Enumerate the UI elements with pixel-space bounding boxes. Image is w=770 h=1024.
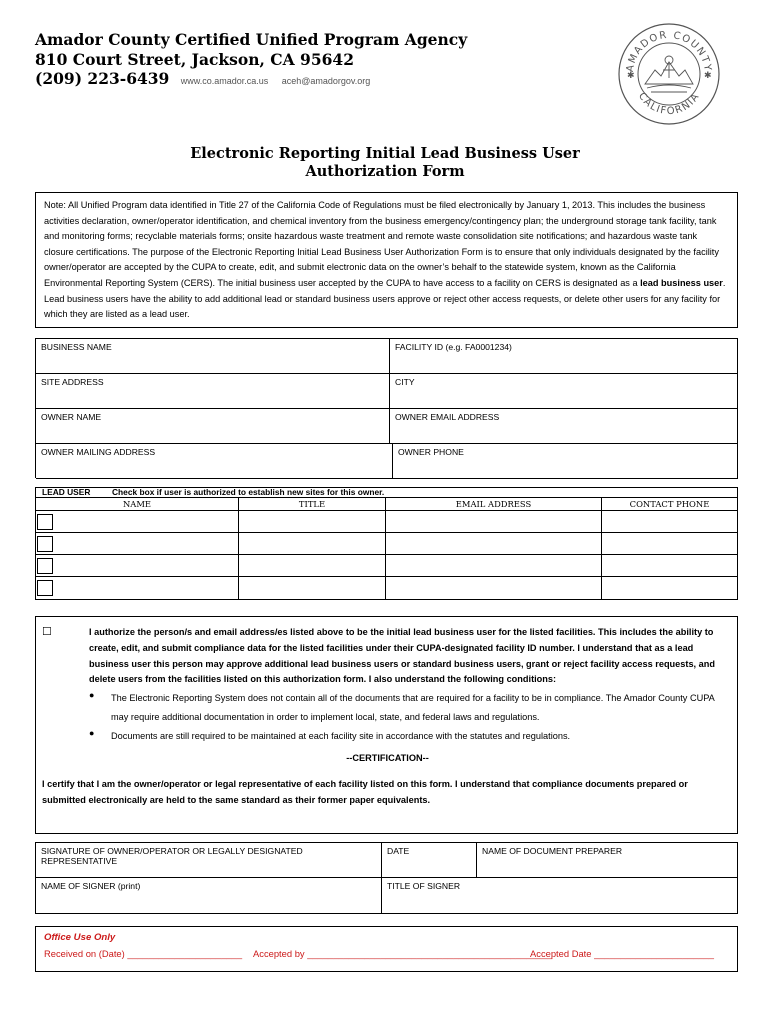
column-header-row bbox=[35, 497, 738, 511]
signer-name-label: NAME OF SIGNER (print) bbox=[41, 881, 141, 891]
site-address-label: SITE ADDRESS bbox=[41, 377, 104, 387]
facility-id-field[interactable] bbox=[390, 339, 738, 374]
title-cell[interactable] bbox=[238, 555, 385, 576]
title-cell[interactable] bbox=[238, 511, 385, 532]
bullet-icon: ● bbox=[89, 690, 95, 700]
lead-user-label: LEAD USER bbox=[42, 487, 91, 497]
owner-phone-label: OWNER PHONE bbox=[398, 447, 464, 457]
new-sites-checkbox[interactable] bbox=[37, 558, 53, 574]
owner-phone-field[interactable] bbox=[393, 444, 738, 479]
name-cell[interactable] bbox=[35, 511, 238, 532]
agency-name: Amador County Certified Unified Program Agency bbox=[35, 30, 468, 49]
name-cell[interactable] bbox=[35, 533, 238, 554]
owner-name-label: OWNER NAME bbox=[41, 412, 102, 422]
list-item bbox=[89, 688, 734, 726]
condition-text: Documents are still required to be maintained at each facility site in accordance with the statutes and regulations. bbox=[111, 730, 571, 741]
phone-cell[interactable] bbox=[601, 533, 737, 554]
new-sites-checkbox[interactable] bbox=[37, 536, 53, 552]
seal-text-bottom: CALIFORNIA bbox=[635, 90, 703, 118]
received-date-field[interactable]: Received on (Date) ______________________ bbox=[44, 948, 243, 959]
site-address-field[interactable] bbox=[36, 374, 390, 409]
certification-text: I certify that I am the owner/operator or legal representative of each facility listed on this form. I understand that compliance documents prepared or submitted electronically are held to the same standard as their former paper equivalents. bbox=[42, 779, 688, 805]
note-text-end: . Lead business users have the ability to add additional lead or standard business users approve or reject other access requests, or delete other users for any facility for which they are listed as a lead user. bbox=[44, 277, 726, 320]
date-label: DATE bbox=[387, 846, 410, 856]
column-title: TITLE bbox=[238, 498, 385, 510]
new-sites-checkbox[interactable] bbox=[37, 514, 53, 530]
preparer-label: NAME OF DOCUMENT PREPARER bbox=[482, 846, 623, 856]
title-cell[interactable] bbox=[238, 533, 385, 554]
city-field[interactable] bbox=[390, 374, 738, 409]
note-bold-term: lead business user bbox=[640, 277, 723, 288]
list-item bbox=[89, 726, 734, 745]
lead-user-header bbox=[35, 487, 738, 497]
business-info-grid bbox=[35, 338, 738, 478]
agency-website[interactable]: www.co.amador.ca.us bbox=[180, 76, 269, 86]
table-row bbox=[35, 533, 738, 555]
office-use-box bbox=[35, 926, 738, 972]
facility-id-label: FACILITY ID (e.g. FA0001234) bbox=[395, 342, 512, 352]
bullet-icon: ● bbox=[89, 727, 95, 738]
agency-phone: (209) 223-6439 bbox=[35, 69, 170, 88]
owner-email-label: OWNER EMAIL ADDRESS bbox=[395, 412, 500, 422]
table-row bbox=[35, 511, 738, 533]
signature-field[interactable] bbox=[36, 843, 382, 878]
agency-email[interactable]: aceh@amadorgov.org bbox=[281, 76, 371, 86]
name-cell[interactable] bbox=[35, 577, 238, 599]
business-name-label: BUSINESS NAME bbox=[41, 342, 112, 352]
seal-text-top: AMADOR COUNTY bbox=[624, 29, 714, 73]
phone-cell[interactable] bbox=[601, 555, 737, 576]
email-cell[interactable] bbox=[385, 577, 601, 599]
accepted-by-field[interactable]: Accepted by _______________________________________________ bbox=[253, 948, 553, 959]
conditions-list bbox=[89, 688, 734, 744]
name-cell[interactable] bbox=[35, 555, 238, 576]
office-use-heading: Office Use Only bbox=[44, 932, 116, 943]
new-sites-checkbox[interactable] bbox=[37, 580, 53, 596]
svg-text:✱: ✱ bbox=[704, 71, 712, 81]
signer-name-field[interactable] bbox=[36, 878, 382, 914]
authorization-statement: I authorize the person/s and email address/es listed above to be the initial lead business user for the listed facilities. This includes the ability to create, edit, and submit compliance data for the listed facilities under their CUPA-designated facility ID number. I understand that as a lead business user this person may approve additional lead business users or standard business users, grant or reject facility access requests, and delete users from the facilities listed on this authorization form. I also understand the following conditions: bbox=[89, 627, 715, 685]
county-seal bbox=[617, 22, 721, 126]
date-field[interactable] bbox=[382, 843, 477, 878]
signature-label: SIGNATURE OF OWNER/OPERATOR OR LEGALLY DESIGNATED REPRESENTATIVE bbox=[41, 846, 303, 866]
email-cell[interactable] bbox=[385, 533, 601, 554]
svg-text:CALIFORNIA bbox=[636, 91, 702, 117]
form-subtitle: Authorization Form bbox=[305, 163, 465, 180]
email-cell[interactable] bbox=[385, 555, 601, 576]
column-name: NAME bbox=[35, 498, 238, 510]
lead-user-table bbox=[35, 487, 738, 600]
svg-text:✱: ✱ bbox=[627, 71, 635, 81]
condition-text: The Electronic Reporting System does not contain all of the documents that are required for a facility to be in compliance. The Amador County CUPA may require additional documentation in order to implement local, state, and federal laws and regulations. bbox=[111, 693, 715, 722]
certification-heading: --CERTIFICATION-- bbox=[346, 753, 429, 763]
agency-contact bbox=[35, 69, 370, 88]
authorization-box bbox=[35, 616, 738, 834]
email-cell[interactable] bbox=[385, 511, 601, 532]
owner-email-field[interactable] bbox=[390, 409, 738, 444]
owner-mailing-field[interactable] bbox=[36, 444, 393, 479]
agency-address: 810 Court Street, Jackson, CA 95642 bbox=[35, 50, 354, 69]
form-title: Electronic Reporting Initial Lead Business User bbox=[190, 145, 580, 162]
preparer-field[interactable] bbox=[477, 843, 738, 878]
table-row bbox=[35, 577, 738, 600]
phone-cell[interactable] bbox=[601, 577, 737, 599]
city-label: CITY bbox=[395, 377, 415, 387]
signature-grid bbox=[35, 842, 738, 914]
business-name-field[interactable] bbox=[36, 339, 390, 374]
phone-cell[interactable] bbox=[601, 511, 737, 532]
note-box bbox=[35, 192, 738, 328]
accepted-date-field[interactable]: Accepted Date _______________________ bbox=[530, 948, 715, 959]
column-email: EMAIL ADDRESS bbox=[385, 498, 601, 510]
owner-mailing-label: OWNER MAILING ADDRESS bbox=[41, 447, 156, 457]
note-text: Note: All Unified Program data identified in Title 27 of the California Code of Regulations must be filed electronically by January 1, 2013. This includes the business activities declaration, owner/operator identification, and chemical inventory from the business emergency/contingency plan; the underground storage tank facility, tank and monitoring forms; recyclable materials forms; onsite hazardous waste treatment and remote waste consolidation site notifications; and hazardous waste tank closure certifications. The purpose of the Electronic Reporting Initial Lead Business User Authorization Form is to ensure that only individuals designated by the facility owner/operator are accepted by the CUPA to create, edit, and submit electronic data on the owner’s behalf to the statewide system, known as the California Environmental Reporting System (CERS). The initial business user accepted by the CUPA to have access to a facility on CERS is designated as a bbox=[44, 200, 719, 288]
title-cell[interactable] bbox=[238, 577, 385, 599]
table-row bbox=[35, 555, 738, 577]
signer-title-field[interactable] bbox=[382, 878, 738, 914]
owner-name-field[interactable] bbox=[36, 409, 390, 444]
authorize-checkbox[interactable]: ☐ bbox=[42, 626, 52, 638]
column-phone: CONTACT PHONE bbox=[601, 498, 737, 510]
lead-user-instruction: Check box if user is authorized to establish new sites for this owner. bbox=[112, 487, 385, 497]
signer-title-label: TITLE OF SIGNER bbox=[387, 881, 461, 891]
